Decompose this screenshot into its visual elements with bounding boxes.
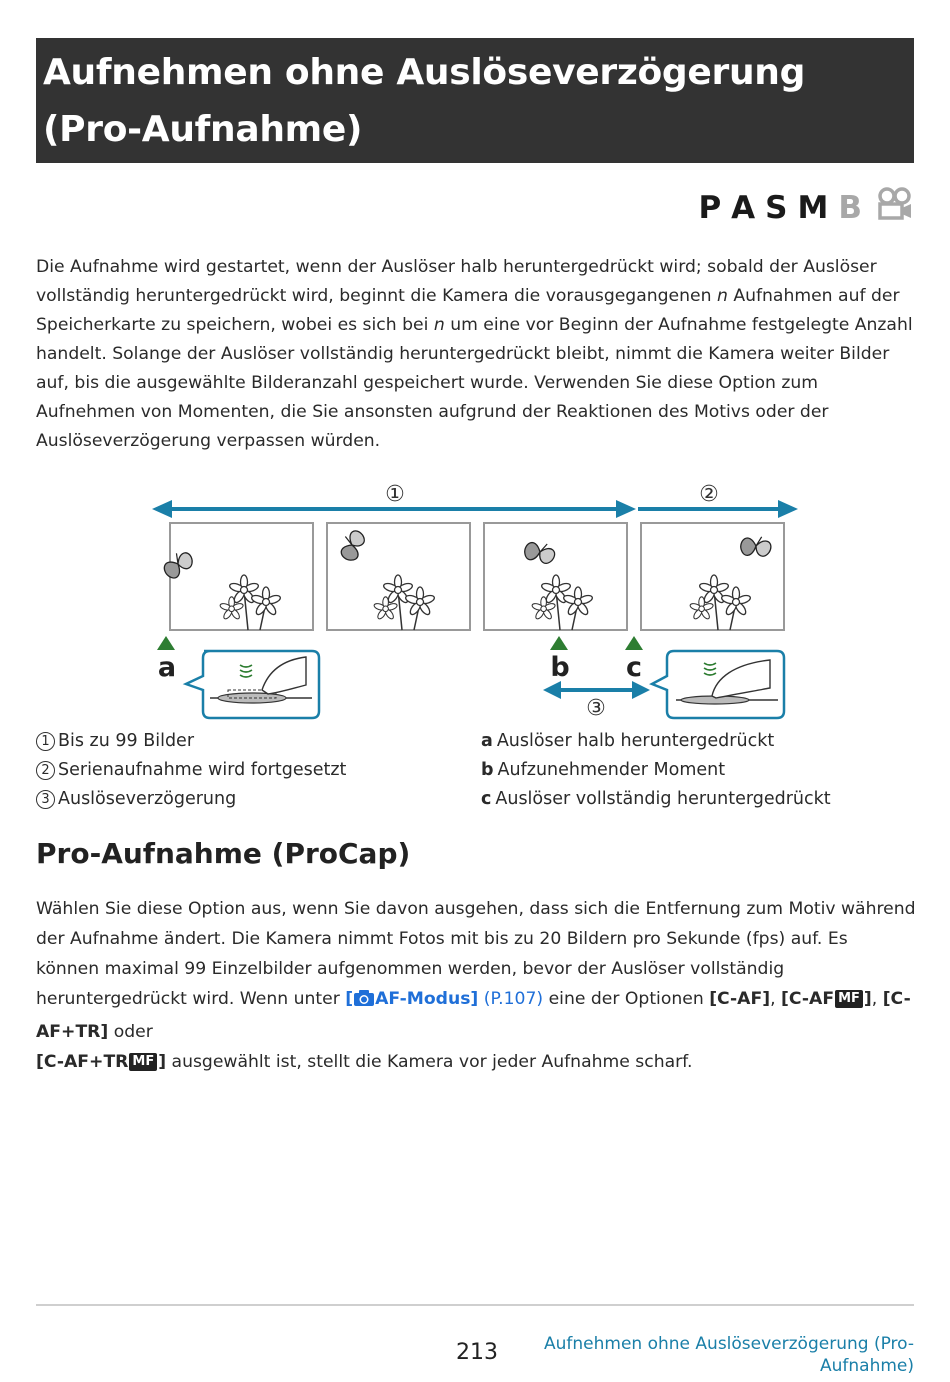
option-text: ] — [158, 1052, 167, 1072]
frame-4 — [641, 523, 784, 630]
marker-1: ① — [385, 482, 405, 507]
legend-text: Serienaufnahme wird fortgesetzt — [58, 760, 347, 780]
legend-text: Auslöser halb heruntergedrückt — [496, 731, 775, 751]
procap-text-4: ausgewählt ist, stellt die Kamera vor jeder Aufnahme scharf. — [166, 1052, 693, 1072]
footer-divider — [36, 1304, 914, 1306]
label-a: a — [157, 652, 177, 683]
marker-a-triangle — [157, 636, 175, 650]
frame-1 — [160, 523, 313, 630]
procap-text-1: Wählen Sie diese Option aus, wenn Sie davon ausgehen, dass sich die Entfernung zum Motiv während der Aufnahme ändert. Die Kamera nimmt Fotos mit bis zu 20 Bildern pro Sekunde (fps) auf. Es können maximal 99 Einzelbilder aufgenommen werden, bevor der Auslöser vollständig heruntergedrückt wird. Wenn unter — [36, 899, 916, 1009]
section-heading: Pro-Aufnahme (ProCap) — [36, 837, 411, 870]
legend-key: b — [481, 760, 494, 780]
legend-text: Auslöseverzögerung — [58, 789, 237, 809]
mf-icon: MF — [129, 1053, 157, 1071]
procap-text-3: oder — [108, 1022, 153, 1042]
mode-a: A — [731, 190, 760, 226]
marker-c-triangle — [625, 636, 643, 650]
number-badge: 1 — [36, 732, 55, 751]
label-c: c — [625, 652, 643, 683]
intro-paragraph: Die Aufnahme wird gestartet, wenn der Auslöser halb heruntergedrückt wird; sobald der Auslöser vollständig heruntergedrückt wird, beginnt die Kamera die vorausgegangenen n Aufnahmen auf der Speicherkarte zu speichern, wobei es sich bei n um eine vor Beginn der Aufnahme festgelegte Anzahl handelt. Solange der Auslöser vollständig heruntergedrückt bleibt, nimmt die Kamera weiter Bilder auf, bis die ausgewählte Bilderanzahl gespeichert wurde. Verwenden Sie diese Option zum Aufnehmen von Momenten, die Sie ansonsten aufgrund der Reaktionen des Motivs oder der Auslöseverzögerung verpassen würden. — [36, 257, 913, 451]
af-mode-link[interactable] — [345, 989, 478, 1009]
legend-key: a — [481, 731, 493, 751]
procap-text-2: eine der Optionen — [543, 989, 710, 1009]
footer-chapter-link[interactable]: Aufnehmen ohne Auslöseverzögerung (Pro-Aufnahme) — [544, 1334, 914, 1376]
legend-text: Bis zu 99 Bilder — [58, 731, 195, 751]
legend-item — [481, 727, 831, 756]
option-c-af-mf — [781, 989, 872, 1009]
mode-b: B — [838, 190, 866, 226]
link-label: AF-Modus] — [375, 989, 479, 1009]
shutter-full-press-callout — [652, 651, 784, 718]
legend-text: Auslöser vollständig heruntergedrückt — [495, 789, 831, 809]
legend-item — [36, 756, 346, 785]
option-c-af-tr: [C-AF+TR] — [36, 989, 911, 1042]
mode-s: S — [765, 190, 792, 226]
legend-item — [481, 785, 831, 814]
option-text: [C-AF+TR — [36, 1052, 129, 1072]
option-text: [C-AF — [781, 989, 835, 1009]
label-b: b — [550, 652, 570, 683]
number-badge: 2 — [36, 761, 55, 780]
marker-3: ③ — [586, 696, 606, 721]
link-bracket: [ — [345, 989, 354, 1009]
option-text: ] — [863, 989, 872, 1009]
shutter-half-press-callout — [186, 651, 319, 718]
page-title: Aufnehmen ohne Auslöseverzögerung (Pro-Aufnahme) — [43, 52, 806, 150]
mode-m: M — [797, 190, 833, 226]
legend-item — [481, 756, 831, 785]
procap-paragraph — [36, 894, 916, 1077]
frame-2 — [327, 523, 470, 630]
page-reference-link[interactable]: (P.107) — [483, 989, 544, 1009]
marker-2: ② — [699, 482, 719, 507]
marker-b-triangle — [550, 636, 568, 650]
page-number: 213 — [456, 1340, 498, 1365]
procap-timeline-diagram — [0, 470, 950, 725]
option-c-af: [C-AF] — [709, 989, 771, 1009]
legend-text: Aufzunehmender Moment — [497, 760, 726, 780]
legend-item — [36, 727, 346, 756]
legend-letters — [481, 727, 831, 814]
movie-camera-icon — [876, 187, 914, 229]
mode-p: P — [698, 190, 726, 226]
separator: , — [871, 989, 883, 1009]
mf-icon: MF — [835, 990, 863, 1008]
exposure-modes — [698, 188, 914, 228]
frame-3 — [484, 523, 627, 630]
camera-icon — [353, 987, 375, 1017]
number-badge: 3 — [36, 790, 55, 809]
legend-item — [36, 785, 346, 814]
legend-key: c — [481, 789, 492, 809]
title-bar — [36, 38, 914, 163]
option-c-af-tr-mf — [36, 1052, 166, 1072]
legend-numbers — [36, 727, 346, 814]
separator: , — [770, 989, 782, 1009]
